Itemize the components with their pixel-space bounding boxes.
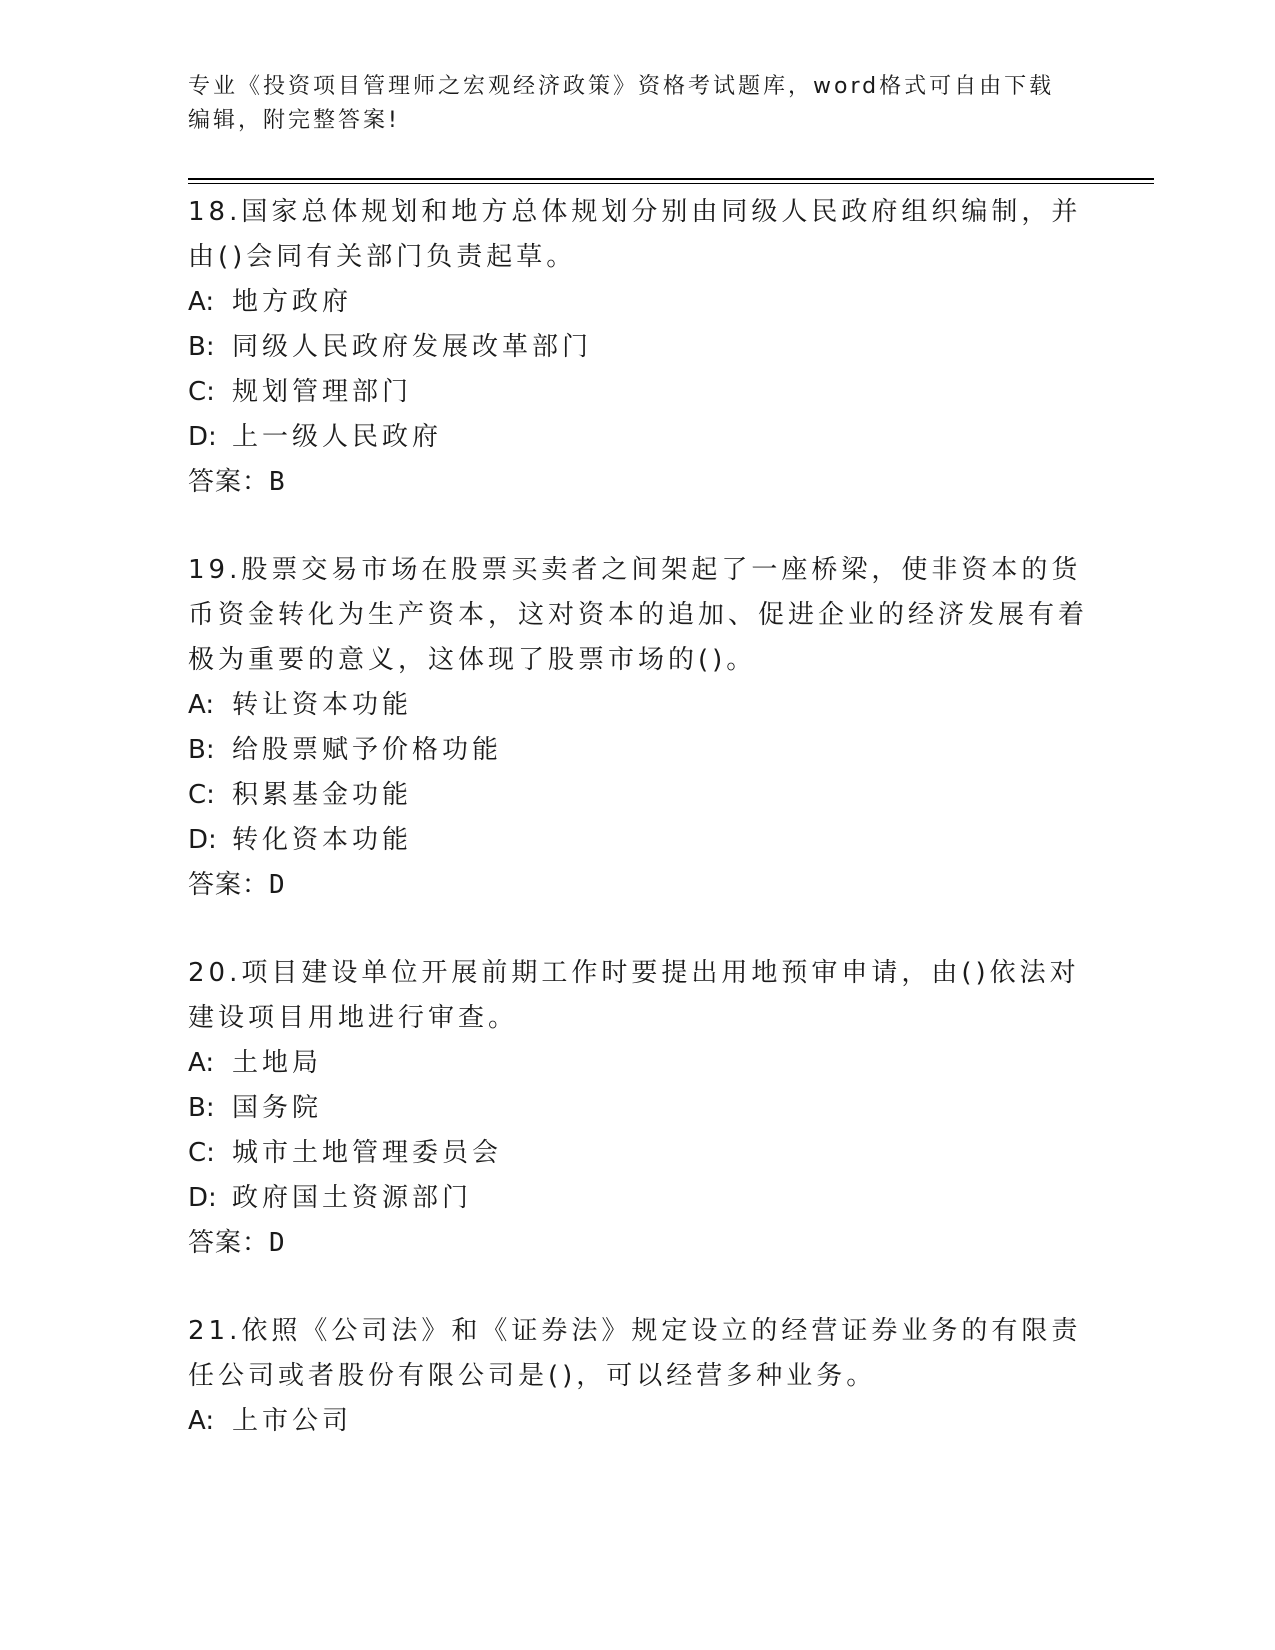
option-text: 同级人民政府发展改革部门: [232, 332, 593, 362]
option-a: [188, 683, 1088, 728]
option-key: C:: [188, 1138, 215, 1168]
answer-label: 答案：: [188, 870, 270, 900]
header-rule-thick: [188, 178, 1154, 180]
question-20: [188, 951, 1088, 1266]
question-stem: 18.国家总体规划和地方总体规划分别由同级人民政府组织编制，并由()会同有关部门负责起草。: [188, 197, 1082, 272]
option-text: 政府国土资源部门: [232, 1183, 473, 1213]
option-text: 给股票赋予价格功能: [232, 735, 503, 765]
option-text: 上一级人民政府: [232, 422, 443, 452]
option-b: [188, 1086, 1088, 1131]
option-d: [188, 415, 1088, 460]
option-key: D:: [188, 422, 217, 452]
question-21: [188, 1309, 1088, 1444]
answer-value: D: [269, 1228, 286, 1258]
option-text: 上市公司: [232, 1406, 353, 1436]
option-b: [188, 728, 1088, 773]
option-text: 规划管理部门: [232, 377, 413, 407]
option-a: [188, 280, 1088, 325]
option-key: C:: [188, 780, 215, 810]
option-text: 地方政府: [232, 287, 353, 317]
document-header: 专业《投资项目管理师之宏观经济政策》资格考试题库，word格式可自由下载编辑，附完整答案!: [188, 74, 1055, 133]
option-key: B:: [188, 735, 215, 765]
option-key: C:: [188, 377, 215, 407]
option-text: 土地局: [232, 1048, 323, 1078]
option-c: [188, 773, 1088, 818]
option-text: 转让资本功能: [232, 690, 413, 720]
header-rule-thin: [188, 183, 1154, 184]
question-stem: 21.依照《公司法》和《证券法》规定设立的经营证券业务的有限责任公司或者股份有限公司是()，可以经营多种业务。: [188, 1316, 1082, 1391]
answer-value: B: [269, 467, 286, 497]
option-b: [188, 325, 1088, 370]
option-d: [188, 1176, 1088, 1221]
answer-line: [188, 863, 1088, 908]
option-key: A:: [188, 1406, 215, 1436]
option-key: A:: [188, 287, 215, 317]
option-key: A:: [188, 1048, 215, 1078]
option-text: 积累基金功能: [232, 780, 413, 810]
option-key: A:: [188, 690, 215, 720]
option-key: B:: [188, 332, 215, 362]
option-c: [188, 1131, 1088, 1176]
answer-label: 答案：: [188, 1228, 270, 1258]
option-a: [188, 1399, 1088, 1444]
question-stem: 20.项目建设单位开展前期工作时要提出用地预审申请，由()依法对建设项目用地进行审查。: [188, 958, 1080, 1033]
answer-value: D: [269, 870, 286, 900]
option-c: [188, 370, 1088, 415]
question-18: [188, 190, 1088, 505]
option-text: 城市土地管理委员会: [232, 1138, 503, 1168]
option-text: 国务院: [232, 1093, 323, 1123]
answer-label: 答案：: [188, 467, 270, 497]
answer-line: [188, 1221, 1088, 1266]
question-19: [188, 548, 1088, 908]
question-stem: 19.股票交易市场在股票买卖者之间架起了一座桥梁，使非资本的货币资金转化为生产资本，这对资本的追加、促进企业的经济发展有着极为重要的意义，这体现了股票市场的()。: [188, 555, 1089, 675]
option-text: 转化资本功能: [232, 825, 413, 855]
question-list: [188, 190, 1088, 1487]
option-key: B:: [188, 1093, 215, 1123]
option-key: D:: [188, 825, 217, 855]
answer-line: [188, 460, 1088, 505]
option-a: [188, 1041, 1088, 1086]
option-key: D:: [188, 1183, 217, 1213]
option-d: [188, 818, 1088, 863]
